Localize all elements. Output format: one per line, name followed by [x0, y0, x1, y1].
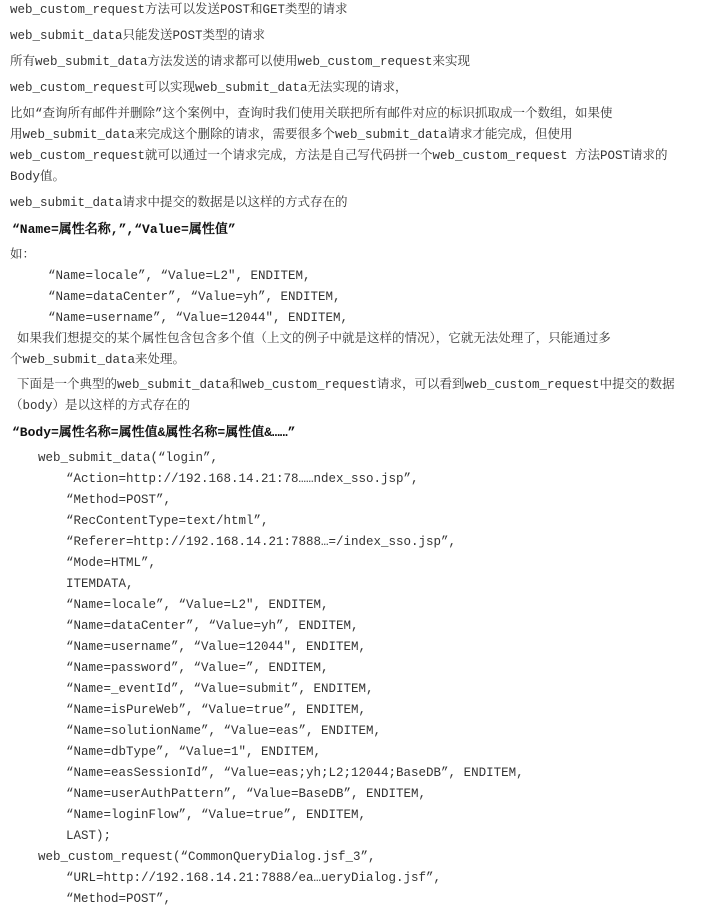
code-arg-line: “Name=loginFlow”, “Value=true”, ENDITEM,	[66, 808, 367, 822]
code-arg-line: “Mode=HTML”,	[66, 556, 157, 570]
code-call-line: web_submit_data(“login”,	[38, 451, 219, 465]
code-arg-line: “Name=solutionName”, “Value=eas”, ENDITEM,	[66, 724, 382, 738]
custom-format-heading: “Body=属性名称=属性值&属性名称=属性值&……”	[12, 425, 296, 440]
example-label: 如：	[10, 248, 36, 262]
code-arg-line: “Name=locale”, “Value=L2″, ENDITEM,	[66, 598, 329, 612]
custom-intro-line: （body）是以这样的方式存在的	[10, 399, 191, 413]
code-arg-line: “Name=dataCenter”, “Value=yh”, ENDITEM,	[66, 619, 359, 633]
code-call-line: web_custom_request(“CommonQueryDialog.jsf_3”,	[38, 850, 376, 864]
code-arg-line: “Name=isPureWeb”, “Value=true”, ENDITEM,	[66, 703, 367, 717]
example-paragraph-line: 用web_submit_data来完成这个删除的请求，需要很多个web_submit_data请求才能完成，但使用	[10, 128, 573, 142]
code-arg-line: “Name=userAuthPattern”, “Value=BaseDB”, ENDITEM,	[66, 787, 427, 801]
code-arg-line: “URL=http://192.168.14.21:7888/ea…ueryDialog.jsf”,	[66, 871, 442, 885]
code-arg-line: “Name=easSessionId”, “Value=eas;yh;L2;12044;BaseDB”, ENDITEM,	[66, 766, 524, 780]
code-arg-line: “Action=http://192.168.14.21:78……ndex_sso.jsp”,	[66, 472, 419, 486]
code-arg-line: “Method=POST”,	[66, 493, 172, 507]
intro-line: web_submit_data只能发送POST类型的请求	[10, 29, 266, 43]
intro-line: web_custom_request可以实现web_submit_data无法实现的请求，	[10, 81, 408, 95]
code-arg-line: ITEMDATA,	[66, 577, 134, 591]
example-item: “Name=username”, “Value=12044″, ENDITEM,	[48, 311, 349, 325]
code-arg-line: “Referer=http://192.168.14.21:7888…=/index_sso.jsp”,	[66, 535, 457, 549]
intro-line: 所有web_submit_data方法发送的请求都可以使用web_custom_request来实现	[10, 55, 471, 69]
code-arg-line: “Name=dbType”, “Value=1″, ENDITEM,	[66, 745, 322, 759]
example-paragraph-line: Body值。	[10, 170, 66, 184]
limitation-line: 个web_submit_data来处理。	[10, 353, 186, 367]
example-item: “Name=dataCenter”, “Value=yh”, ENDITEM,	[48, 290, 341, 304]
code-arg-line: “Name=password”, “Value=”, ENDITEM,	[66, 661, 329, 675]
submit-format-intro: web_submit_data请求中提交的数据是以这样的方式存在的	[10, 196, 348, 210]
code-arg-line: “Name=_eventId”, “Value=submit”, ENDITEM,	[66, 682, 374, 696]
example-item: “Name=locale”, “Value=L2″, ENDITEM,	[48, 269, 311, 283]
submit-format-heading: “Name=属性名称,”,“Value=属性值”	[12, 222, 236, 237]
limitation-line: 如果我们想提交的某个属性包含包含多个值（上文的例子中就是这样的情况），它就无法处理了，只能通过多	[17, 332, 611, 346]
example-paragraph-line: 比如“查询所有邮件并删除”这个案例中，查询时我们使用关联把所有邮件对应的标识抓取成一个数组，如果使	[10, 107, 613, 121]
intro-line: web_custom_request方法可以发送POST和GET类型的请求	[10, 3, 348, 17]
code-arg-line: “RecContentType=text/html”,	[66, 514, 269, 528]
code-arg-line: “Method=POST”,	[66, 892, 172, 906]
code-arg-line: “Name=username”, “Value=12044″, ENDITEM,	[66, 640, 367, 654]
custom-intro-line: 下面是一个典型的web_submit_data和web_custom_request请求，可以看到web_custom_request中提交的数据	[17, 378, 675, 392]
example-paragraph-line: web_custom_request就可以通过一个请求完成，方法是自己写代码拼一个web_custom_request 方法POST请求的	[10, 149, 668, 163]
code-end-line: LAST);	[66, 829, 112, 843]
